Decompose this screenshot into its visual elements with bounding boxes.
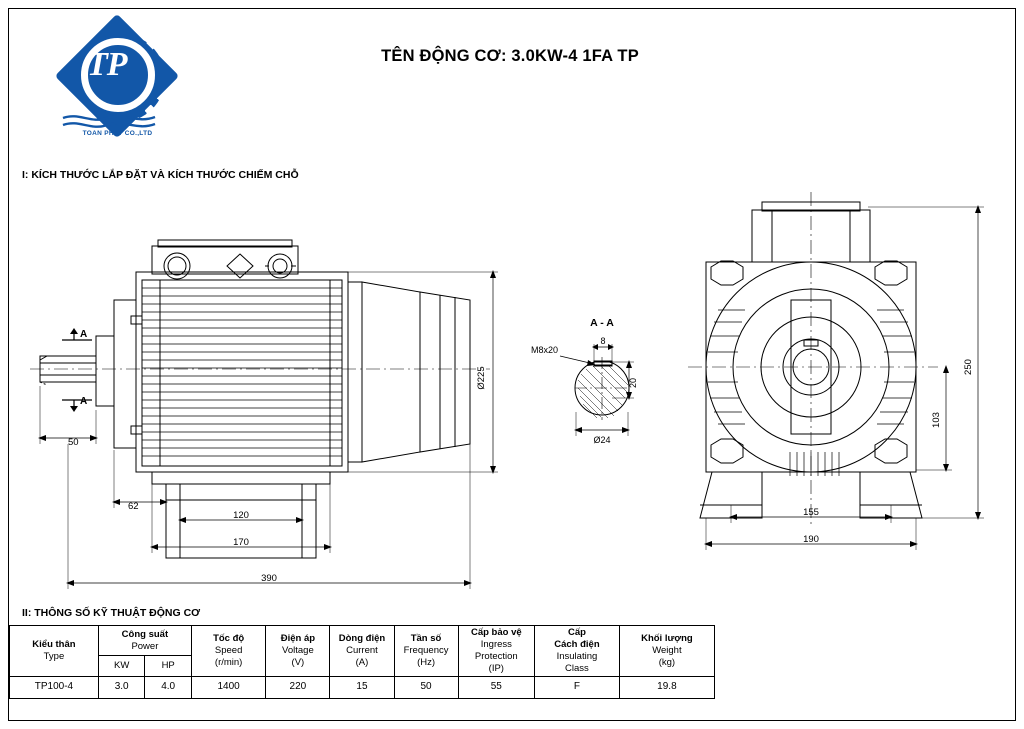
header-power-kw: KW: [98, 656, 145, 676]
dim-103: 103: [931, 412, 942, 428]
dim-50: 50: [68, 437, 79, 448]
section-one-heading: I: KÍCH THƯỚC LẮP ĐẶT VÀ KÍCH THƯỚC CHIẾM CHỖ: [22, 169, 299, 181]
header-power-hp: HP: [145, 656, 192, 676]
header-type: Kiểu thân Type: [10, 626, 99, 677]
cell-ip: 55: [458, 676, 534, 698]
logo-caption: TOAN PHAT CO.,LTD: [82, 130, 153, 137]
cell-voltage: 220: [266, 676, 330, 698]
page-title: TÊN ĐỘNG CƠ: 3.0KW-4 1FA TP: [381, 47, 639, 65]
cell-type: TP100-4: [10, 676, 99, 698]
cell-frequency: 50: [394, 676, 458, 698]
header-voltage: Điện áp Voltage (V): [266, 626, 330, 677]
header-frequency: Tần số Frequency (Hz): [394, 626, 458, 677]
header-ingress-protection: Cấp bảo vệ Ingress Protection (IP): [458, 626, 534, 677]
table-row: [10, 676, 715, 698]
spec-table-head: [10, 626, 715, 677]
dim-flange-dia: Ø225: [476, 366, 487, 390]
cell-weight: 19.8: [619, 676, 714, 698]
dim-shaft-dia: Ø24: [593, 435, 611, 445]
logo-mark-text: TP: [87, 46, 127, 83]
cell-kw: 3.0: [98, 676, 145, 698]
header-current: Dòng điện Current (A): [330, 626, 394, 677]
dim-155: 155: [803, 507, 819, 518]
dim-key-depth: 20: [628, 377, 638, 389]
cut-mark-a-top: A: [80, 329, 88, 340]
dim-170: 170: [233, 537, 249, 548]
header-speed: Tốc độ Speed (r/min): [191, 626, 265, 677]
header-power: Công suất Power: [98, 626, 191, 656]
header-insulating-class: Cấp Cách điện Insulating Class: [535, 626, 620, 677]
motor-spec-table: [9, 625, 715, 699]
section-label-aa: A - A: [590, 317, 614, 329]
cell-speed: 1400: [191, 676, 265, 698]
dim-190: 190: [803, 534, 819, 545]
section-two-heading: II: THÔNG SỐ KỸ THUẬT ĐỘNG CƠ: [22, 607, 201, 619]
cell-current: 15: [330, 676, 394, 698]
dim-120: 120: [233, 510, 249, 521]
label-m8x20: M8x20: [531, 345, 559, 355]
header-weight: Khối lượng Weight (kg): [619, 626, 714, 677]
dim-62: 62: [128, 501, 139, 512]
cell-insulating: F: [535, 676, 620, 698]
cut-mark-a-bottom: A: [80, 396, 88, 407]
spec-header-row-1: [10, 626, 715, 656]
dim-250: 250: [963, 359, 974, 375]
spec-table-body: [10, 676, 715, 698]
dim-key-width: 8: [600, 336, 606, 346]
cell-hp: 4.0: [145, 676, 192, 698]
dim-390: 390: [261, 573, 277, 584]
